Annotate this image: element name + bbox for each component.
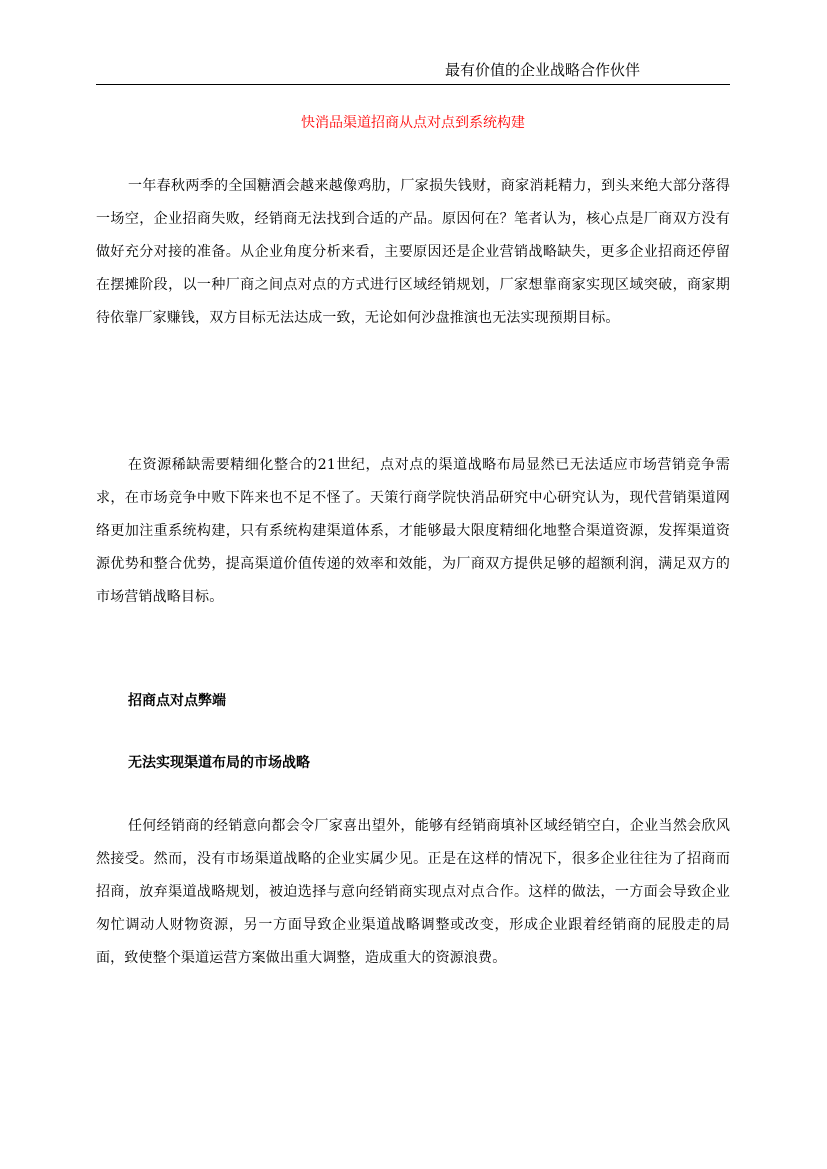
- section-heading-1: 招商点对点弊端: [128, 693, 226, 709]
- header-tagline: 最有价值的企业战略合作伙伴: [444, 61, 640, 79]
- document-title: 快消品渠道招商从点对点到系统构建: [301, 115, 525, 131]
- section-heading-2: 无法实现渠道布局的市场战略: [128, 755, 310, 771]
- paragraph-1: 一年春秋两季的全国糖酒会越来越像鸡肋，厂家损失钱财，商家消耗精力，到头来绝大部分落得一场空，企业招商失败，经销商无法找到合适的产品。原因何在？笔者认为，核心点是厂商双方没有做好充分对接的准备。从企业角度分析来看，主要原因还是企业营销战略缺失，更多企业招商还停留在摆摊阶段，以一种厂商之间点对点的方式进行区域经销规划，厂家想靠商家实现区域突破，商家期待依靠厂家赚钱，双方目标无法达成一致，无论如何沙盘推演也无法实现预期目标。: [96, 178, 730, 326]
- paragraph-2: 在资源稀缺需要精细化整合的21世纪，点对点的渠道战略布局显然已无法适应市场营销竞争需求，在市场竞争中败下阵来也不足不怪了。天策行商学院快消品研究中心研究认为，现代营销渠道网络更加注重系统构建，只有系统构建渠道体系，才能够最大限度精细化地整合渠道资源，发挥渠道资源优势和整合优势，提高渠道价值传递的效率和效能，为厂商双方提供足够的超额利润，满足双方的市场营销战略目标。: [96, 457, 730, 605]
- paragraph-3: 任何经销商的经销意向都会令厂家喜出望外，能够有经销商填补区域经销空白，企业当然会欣风然接受。然而，没有市场渠道战略的企业实属少见。正是在这样的情况下，很多企业往往为了招商而招商，放弃渠道战略规划，被迫选择与意向经销商实现点对点合作。这样的做法，一方面会导致企业匆忙调动人财物资源，另一方面导致企业渠道战略调整或改变，形成企业跟着经销商的屁股走的局面，致使整个渠道运营方案做出重大调整，造成重大的资源浪费。: [96, 818, 730, 966]
- header-divider: [96, 84, 730, 85]
